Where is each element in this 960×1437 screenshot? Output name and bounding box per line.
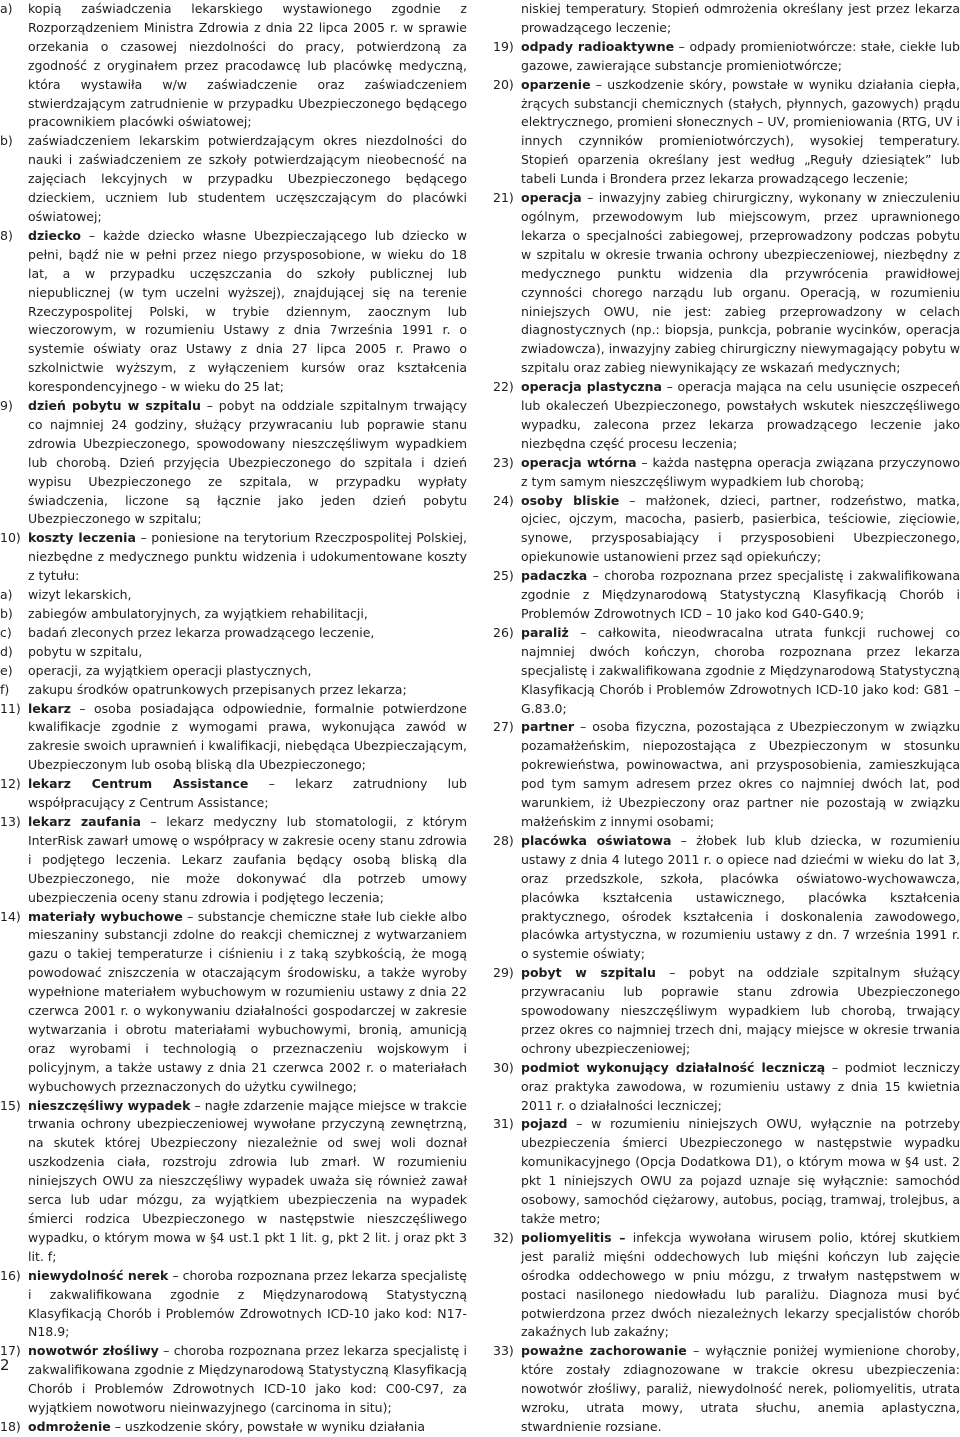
item-number: 21) xyxy=(493,190,514,206)
definition-text: – nagłe zdarzenie mające miejsce w trakcie trwania ochrony ubezpieczeniowej wywołane przyczyną zewnętrzną, na skutek której Ubezpieczony niezależnie od swej woli doznał uszkodzenia ciała, rozstroju zdrowia lub zmarł. W rozumieniu niniejszych OWU za nieszczęśliwy wypadek uważa się również zawał serca lub udar mózgu, za wyjątkiem ubezpieczenia na wypadek śmierci rodzica Ubezpieczonego w następstwie nieszczęśliwego wypadku, o którym mowa w §4 ust.1 pkt 1 lit. g, pkt 2 lit. j oraz pkt 3 lit. f; xyxy=(28,1097,467,1264)
definition-text: wizyt lekarskich, xyxy=(28,587,132,603)
item-number: b) xyxy=(0,606,13,621)
defined-term: niewydolność nerek xyxy=(28,1267,169,1283)
definition-item xyxy=(0,132,467,227)
definition-item xyxy=(0,1097,467,1267)
defined-term: placówka oświatowa xyxy=(521,832,672,848)
item-body xyxy=(28,227,467,397)
item-number: 12) xyxy=(0,776,21,792)
defined-term: pobyt w szpitalu xyxy=(521,965,656,981)
definition-item xyxy=(493,189,960,378)
definition-item xyxy=(0,397,467,529)
item-body xyxy=(521,624,960,719)
item-number: 20) xyxy=(493,76,514,92)
definition-item xyxy=(493,0,960,38)
definition-text: – inwazyjny zabieg chirurgiczny, wykonany w znieczuleniu ogólnym, przewodowym lub miejscowym, przez uprawnionego lekarza o specjalności zabiegowej, przeprowadzony podczas pobytu w szpitalu w okresie trwania ochrony ubezpieczeniowej, niezbędny z medycznego punktu widzenia dla przywrócenia prawidłowej czynności chorego narządu lub organu. Operacją, w rozumieniu niniejszych OWU, nie jest: zabieg przeprowadzony w celach diagnostycznych (np.: biopsja, punkcja, pobranie wycinków, operacja zwiadowcza), inwazyjny zabieg chirurgiczny niewymagający pobytu w szpitalu oraz zabieg niewynikający ze wskazań medycznych; xyxy=(521,190,960,376)
item-number: e) xyxy=(0,662,13,678)
definition-item xyxy=(493,1229,960,1342)
item-number: 22) xyxy=(493,379,514,395)
item-body xyxy=(28,700,467,776)
definition-text: niskiej temperatury. Stopień odmrożenia określany jest przez lekarza prowadzącego leczenie; xyxy=(521,1,960,35)
item-body xyxy=(28,643,467,662)
item-number: 25) xyxy=(493,568,514,584)
page-number: 2 xyxy=(0,1356,10,1374)
item-body xyxy=(28,132,467,227)
defined-term: podmiot wykonujący działalność leczniczą xyxy=(521,1059,826,1075)
item-number: 29) xyxy=(493,965,514,981)
definition-item xyxy=(0,775,467,813)
definition-text: – każde dziecko własne Ubezpieczającego lub dziecko w pełni, bądź nie w pełni przez niego przysposobione, w wieku do 18 lat, a w przypadku uczęszczania do szkoły publicznej lub niepublicznej (w tym uczelni wyższej), znajdującej się na terenie Rzeczypospolitej Polski, w trybie dziennym, zaocznym lub wieczorowym, w rozumieniu Ustawy z dnia 7września 1991 r. o systemie oświaty oraz Ustawy z dnia 27 lipca 2005 r. Prawo o szkolnictwie wyższym, z wyłączeniem kursów oraz kształcenia korespondencyjnego - w wieku do 25 lat; xyxy=(28,227,467,395)
definition-item xyxy=(493,718,960,831)
item-number: 30) xyxy=(493,1059,514,1075)
definition-item xyxy=(0,605,467,624)
item-number: 23) xyxy=(493,454,514,470)
item-body xyxy=(28,0,467,132)
left-column xyxy=(0,0,467,1437)
definition-text: – operacja mająca na celu usunięcie oszpeceń lub okaleczeń Ubezpieczonego, powstałych wskutek nieszczęśliwego wypadku, zalecona przez lekarza prowadzącego leczenie jako niezbędna część procesu leczenia; xyxy=(521,379,960,451)
item-body xyxy=(521,1059,960,1116)
item-body xyxy=(28,681,467,700)
definition-item xyxy=(493,964,960,1059)
item-body xyxy=(28,529,467,586)
definition-item xyxy=(0,813,467,908)
definition-item xyxy=(493,378,960,454)
defined-term: odpady radioaktywne xyxy=(521,38,675,54)
item-number: b) xyxy=(0,133,13,149)
item-body xyxy=(28,662,467,681)
definition-text: – pobyt na oddziale szpitalnym służący przywracaniu lub poprawie stanu zdrowia Ubezpieczonego spowodowany nieszczęśliwym wypadkiem lub chorobą, trwający przez okres co najmniej trzech dni, mający miejsce w okresie trwania ochrony ubezpieczeniowej; xyxy=(521,965,960,1056)
definition-text: – choroba rozpoznana przez lekarza specjalistę i zakwalifikowana zgodnie z Międzynarodową Statystyczną Klasyfikacją Chorób i Problemów Zdrowotnych ICD-10 jako kod: C00-C97, za wyjątkiem nowotworu nieinwazyjnego (carcinoma in situ); xyxy=(28,1343,467,1416)
definition-item xyxy=(493,76,960,189)
definition-text: – lekarz zatrudniony lub współpracujący z Centrum Assistance; xyxy=(28,776,467,811)
defined-term: lekarz Centrum Assistance xyxy=(28,776,249,792)
definition-text: – osoba fizyczna, pozostająca z Ubezpieczonym w związku pozamałżeńskim, niepozostająca z Ubezpieczonym w stosunku pokrewieństwa, powinowactwa, ani przysposobienia, zamieszkująca pod tym samym adresem przez okres co najmniej dwóch lat, pod warunkiem, iż Ubezpieczony oraz partner nie pozostają w związku małżeńskim z innymi osobami; xyxy=(521,719,960,829)
item-body xyxy=(28,908,467,1097)
defined-term: dzień pobytu w szpitalu xyxy=(28,398,201,414)
item-number: f) xyxy=(0,681,10,697)
item-body xyxy=(28,397,467,529)
item-body xyxy=(28,813,467,908)
definition-item xyxy=(0,700,467,776)
defined-term: poliomyelitis – xyxy=(521,1229,626,1245)
definition-item xyxy=(0,529,467,586)
item-number: 28) xyxy=(493,832,514,848)
definition-text: – podmiot leczniczy oraz praktyka zawodowa, w rozumieniu ustawy z dnia 15 kwietnia 2011 r. o działalności leczniczej; xyxy=(521,1059,960,1113)
definition-text: infekcja wywołana wirusem polio, której skutkiem jest paraliż mięśni oddechowych lub mięśni kończyn lub zajęcie ośrodka oddechowego w pniu mózgu, z trwałym następstwem w postaci nasilonego niedowładu lub paraliżu. Diagnoza musi być potwierdzona przez dwóch niezależnych lekarzy specjalistów chorób zakaźnych lub zakaźny; xyxy=(521,1229,960,1340)
definition-item xyxy=(0,1418,467,1437)
item-number: 32) xyxy=(493,1229,514,1245)
definition-text: badań zleconych przez lekarza prowadzącego leczenie, xyxy=(28,624,375,640)
definition-text: – lekarz medyczny lub stomatologii, z którym InterRisk zawarł umowę o współpracy w zakresie oceny stanu zdrowia i podjętego leczenia. Lekarz zaufania będący osobą bliską dla Ubezpieczonego, nie może dokonywać dla potrzeb umowy ubezpieczenia oceny stanu zdrowia i podjętego leczenia; xyxy=(28,813,467,905)
item-body xyxy=(521,454,960,492)
item-body xyxy=(28,1342,467,1418)
defined-term: oparzenie xyxy=(521,76,591,92)
definition-item xyxy=(0,662,467,681)
right-column xyxy=(493,0,960,1437)
definition-text: – poniesione na terytorium Rzeczpospolitej Polskiej, niezbędne z medycznego punktu widzenia i udokumentowane koszty z tytułu: xyxy=(28,530,467,584)
defined-term: pojazd xyxy=(521,1116,568,1132)
definition-text: – uszkodzenie skóry, powstałe w wyniku działania xyxy=(110,1418,426,1434)
item-body xyxy=(521,492,960,568)
definition-text: zakupu środków opatrunkowych przepisanych przez lekarza; xyxy=(28,681,407,697)
definition-text: zabiegów ambulatoryjnych, za wyjątkiem rehabilitacji, xyxy=(28,606,368,621)
definition-text: – substancje chemiczne stałe lub ciekłe albo mieszaniny substancji zdolne do reakcji chemicznej z wytwarzaniem gazu o takiej temperaturze i ciśnieniu i z taką szybkością, że mogą powodować zniszczenia w otaczającym środowisku, a także wyroby wypełnione materiałem wybuchowym w rozumieniu ustawy z dnia 22 czerwca 2001 r. o wykonywaniu działalności gospodarczej w zakresie wytwarzania i obrotu materiałami wybuchowymi, bronią, amunicją oraz wyrobami i technologią o przeznaczeniu wojskowym i policyjnym, a także ustawy z dnia 21 czerwca 2002 r. o materiałach wybuchowych przeznaczonych do użytku cywilnego; xyxy=(28,908,467,1094)
definition-item xyxy=(0,586,467,605)
item-number: a) xyxy=(0,587,13,603)
item-body xyxy=(521,0,960,38)
item-number: 27) xyxy=(493,719,514,735)
defined-term: koszty leczenia xyxy=(28,530,136,546)
definition-text: – choroba rozpoznana przez lekarza specjalistę i zakwalifikowana zgodnie z Międzynarodową Statystyczną Klasyfikacją Chorób i Problemów Zdrowotnych ICD-10 jako kod: N17-N18.9; xyxy=(28,1267,467,1340)
item-body xyxy=(521,378,960,454)
item-number: 9) xyxy=(0,398,13,414)
definition-text: – żłobek lub klub dziecka, w rozumieniu ustawy z dnia 4 lutego 2011 r. o opiece nad dziećmi w wieku do lat 3, oraz przedszkole, szkoła, placówka oświatowo-wychowawcza, placówka kształcenia ustawicznego, placówka kształcenia praktycznego, ośrodek kształcenia i doskonalenia zawodowego, placówka artystyczna, w rozumieniu ustawy z dn. 7 września 1991 r. o systemie oświaty; xyxy=(521,832,960,962)
item-number: 15) xyxy=(0,1097,21,1113)
definition-item xyxy=(0,681,467,700)
definition-item xyxy=(493,38,960,76)
item-body xyxy=(28,586,467,605)
definition-item xyxy=(493,1059,960,1116)
item-body xyxy=(521,832,960,964)
item-number: 8) xyxy=(0,227,13,243)
item-number: 11) xyxy=(0,700,21,716)
definition-text: kopią zaświadczenia lekarskiego wystawionego zgodnie z Rozporządzeniem Ministra Zdrowia z dnia 22 lipca 2005 r. w sprawie orzekania o czasowej niezdolności do pracy, potwierdzoną za zgodność z oryginałem przez pracodawcę lub placówkę medyczną, która wystawiła w/w zaświadczenie oraz zaświadczeniem stwierdzającym zatrudnienie w przypadku Ubezpieczonego będącego pracownikiem placówki oświatowej; xyxy=(28,1,467,130)
defined-term: poważne zachorowanie xyxy=(521,1343,687,1359)
item-body xyxy=(521,1342,960,1437)
defined-term: operacja xyxy=(521,190,582,206)
definition-item xyxy=(493,624,960,719)
definition-item xyxy=(493,567,960,624)
definition-item xyxy=(0,227,467,397)
definition-text: – odpady promieniotwórcze: stałe, ciekłe lub gazowe, zawierające substancje promieniotwórcze; xyxy=(521,38,960,73)
definition-item xyxy=(493,454,960,492)
definition-text: pobytu w szpitalu, xyxy=(28,643,143,659)
item-body xyxy=(521,38,960,76)
defined-term: lekarz xyxy=(28,700,71,716)
defined-term: odmrożenie xyxy=(28,1418,111,1434)
item-number xyxy=(493,0,521,38)
definition-item xyxy=(493,492,960,568)
defined-term: partner xyxy=(521,719,575,735)
item-body xyxy=(521,76,960,189)
item-number: 18) xyxy=(0,1418,21,1434)
definition-item xyxy=(0,624,467,643)
item-body xyxy=(521,964,960,1059)
item-number: 19) xyxy=(493,38,514,54)
item-number: d) xyxy=(0,643,13,659)
item-number: 13) xyxy=(0,813,21,829)
defined-term: osoby bliskie xyxy=(521,492,620,508)
item-body xyxy=(28,775,467,813)
definition-item xyxy=(0,908,467,1097)
item-body xyxy=(521,189,960,378)
definition-text: – osoba posiadająca odpowiednie, formalnie potwierdzone kwalifikacje zgodnie z wymogami prawa, wykonująca zawód w zakresie swoich uprawnień i kwalifikacji, niebędąca Ubezpieczającym, Ubezpieczonym lub osobą bliską dla Ubezpieczonego; xyxy=(28,700,467,773)
definition-item xyxy=(493,1342,960,1437)
item-body xyxy=(28,1418,467,1437)
definition-item xyxy=(493,832,960,964)
item-body xyxy=(521,1229,960,1342)
item-body xyxy=(28,624,467,643)
definition-text: – każda następna operacja związana przyczynowo z tym samym nieszczęśliwym wypadkiem lub chorobą; xyxy=(521,454,960,489)
item-number: 17) xyxy=(0,1343,21,1359)
definition-text: – choroba rozpoznana przez specjalistę i zakwalifikowana zgodnie z Międzynarodową Statystyczną Klasyfikacją Chorób i Problemów Zdrowotnych ICD – 10 jako kod G40-G40.9; xyxy=(521,568,960,621)
item-number: a) xyxy=(0,1,13,16)
item-number: 26) xyxy=(493,624,514,640)
definition-item xyxy=(0,643,467,662)
definition-text: – uszkodzenie skóry, powstałe w wyniku działania ciepła, żrących substancji chemicznych (stałych, płynnych, gazowych) prądu elektrycznego, promieni słonecznych – UV, promieniowania (RTG, UV i innych czynników promieniotwórczych), wysokiej temperatury. Stopień oparzenia określany jest według „Reguły dziesiątek” lub tabeli Lunda i Brondera przez lekarza prowadzącego leczenie; xyxy=(521,76,960,187)
definition-item xyxy=(0,0,467,132)
item-number: 24) xyxy=(493,492,514,508)
definition-text: – w rozumieniu niniejszych OWU, wyłącznie na potrzeby ubezpieczenia śmierci Ubezpieczonego w następstwie wypadku komunikacyjnego (Opcja Dodatkowa D1), o którym mowa w §4 ust. 2 pkt 1 niniejszych OWU za pojazd uznaje się wyłącznie: samochód osobowy, samochód ciężarowy, autobus, pociąg, tramwaj, trolejbus, a także metro; xyxy=(521,1116,960,1226)
item-number: 10) xyxy=(0,530,21,546)
definition-item xyxy=(0,1342,467,1418)
defined-term: padaczka xyxy=(521,568,588,584)
item-body xyxy=(28,605,467,624)
definition-item xyxy=(493,1115,960,1228)
item-number: 31) xyxy=(493,1116,514,1132)
item-body xyxy=(28,1267,467,1343)
defined-term: operacja plastyczna xyxy=(521,379,662,395)
definition-text: – wyłącznie poniżej wymienione choroby, które zostały zdiagnozowane w trakcie okresu ubezpieczenia: nowotwór złośliwy, paraliż, niewydolność nerek, poliomyelitis, utrata wzroku, utrata mowy, utrata słuchu, anemia aplastyczna, stwardnienie rozsiane. xyxy=(521,1343,960,1434)
definition-text: – pobyt na oddziale szpitalnym trwający co najmniej 24 godziny, służący przywracaniu lub poprawie stanu zdrowia Ubezpieczonego, spowodowany nieszczęśliwym wypadkiem lub chorobą. Dzień przyjęcia Ubezpieczonego do szpitala i dzień wypisu Ubezpieczonego ze szpitala, w przypadku wypłaty świadczenia, liczone są łącznie jako jeden dzień pobytu Ubezpieczonego w szpitalu; xyxy=(28,398,467,527)
item-body xyxy=(28,1097,467,1267)
defined-term: lekarz zaufania xyxy=(28,813,141,829)
defined-term: paraliż xyxy=(521,624,569,640)
defined-term: nieszczęśliwy wypadek xyxy=(28,1097,191,1113)
defined-term: nowotwór złośliwy xyxy=(28,1343,159,1359)
item-body xyxy=(521,1115,960,1228)
definition-text: operacji, za wyjątkiem operacji plastycznych, xyxy=(28,662,312,678)
defined-term: operacja wtórna xyxy=(521,454,637,470)
defined-term: dziecko xyxy=(28,227,81,243)
definition-text: zaświadczeniem lekarskim potwierdzającym okres niezdolności do nauki i zaświadczeniem ze szkoły potwierdzającym nieobecność na zajęciach lekcyjnych w przypadku Ubezpieczonego będącego dzieckiem, uczniem lub studentem uczęszczającym do placówki oświatowej; xyxy=(28,133,467,224)
item-body xyxy=(521,567,960,624)
definition-text: – całkowita, nieodwracalna utrata funkcji ruchowej co najmniej dwóch kończyn, choroba rozpoznana przez lekarza specjalistę i zakwalifikowana zgodnie z Międzynarodową Statystyczną Klasyfikacją Chorób i Problemów Zdrowotnych ICD-10 jako kod: G81 – G.83.0; xyxy=(521,624,960,716)
item-number: 33) xyxy=(493,1343,514,1359)
item-number: 16) xyxy=(0,1267,21,1283)
definition-item xyxy=(0,1267,467,1343)
item-number: 14) xyxy=(0,908,21,924)
item-number: c) xyxy=(0,624,12,640)
defined-term: materiały wybuchowe xyxy=(28,908,183,924)
definition-text: – małżonek, dzieci, partner, rodzeństwo, matka, ojciec, ojczym, macocha, pasierb, pasierbica, teściowie, zięciowie, synowe, przysposabiający i przysposobieni Ubezpieczonego, opiekunowie ustanowieni przez sąd opiekuńczy; xyxy=(521,492,960,565)
item-body xyxy=(521,718,960,831)
